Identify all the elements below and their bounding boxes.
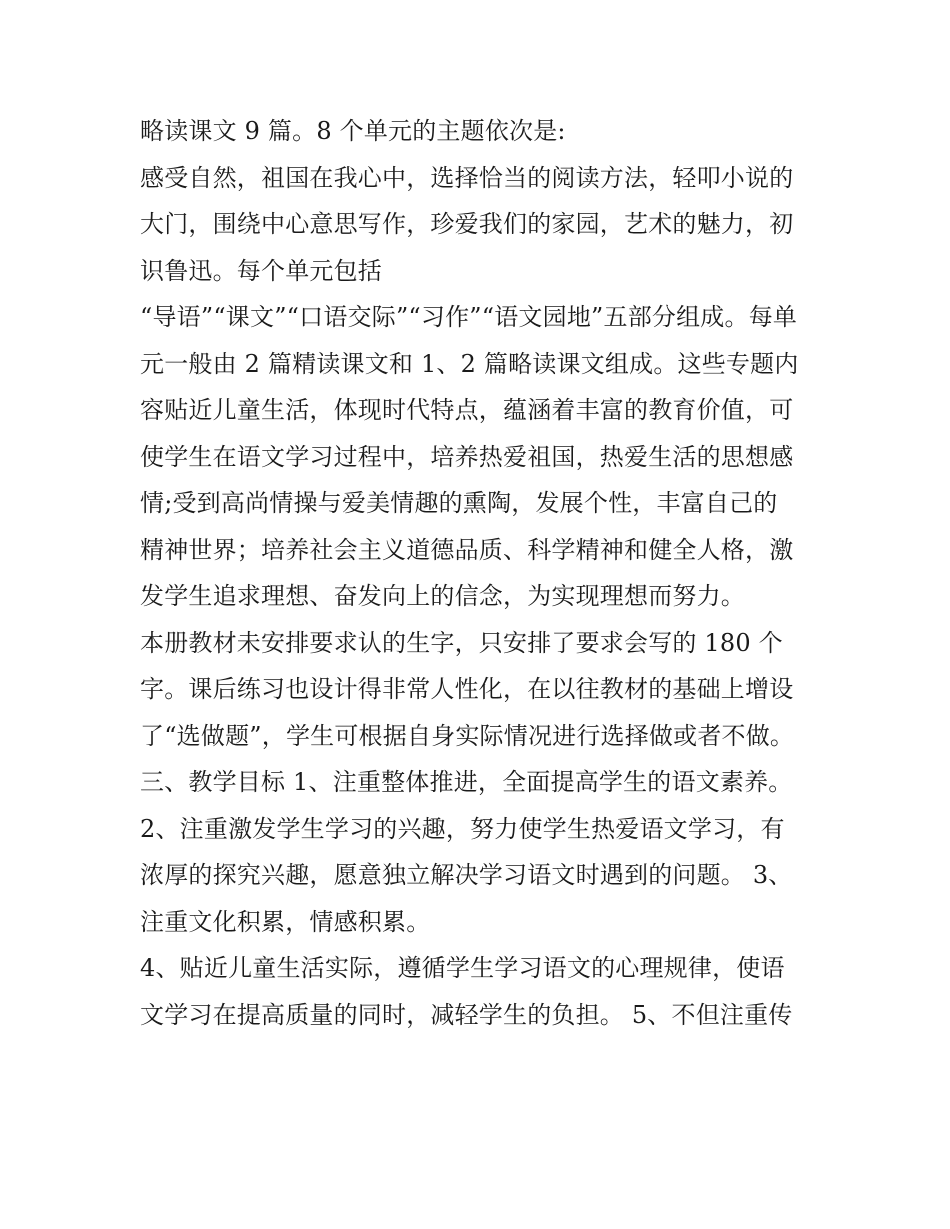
text-line: 发学生追求理想、奋发向上的信念，为实现理想而努力。 bbox=[140, 582, 745, 610]
text-line: 识鲁迅。每个单元包括 bbox=[140, 256, 382, 285]
text-line: 本册教材未安排要求认的生字，只安排了要求会写的 180 个 bbox=[140, 628, 783, 657]
text-line: 浓厚的探究兴趣，愿意独立解决学习语文时遇到的问题。 3、 bbox=[140, 861, 793, 889]
text-line: 2、注重激发学生学习的兴趣，努力使学生热爱语文学习，有 bbox=[140, 814, 785, 843]
text-line: 情;受到高尚情操与爱美情趣的熏陶，发展个性，丰富自己的 bbox=[140, 489, 778, 517]
text-line: 元一般由 2 篇精读课文和 1、2 篇略读课文组成。这些专题内 bbox=[140, 349, 799, 378]
text-line: 了“选做题”，学生可根据自身实际情况进行选择做或者不做。 bbox=[140, 721, 795, 750]
text-line: 大门，围绕中心意思写作，珍爱我们的家园，艺术的魅力，初 bbox=[140, 210, 794, 238]
text-line: 使学生在语文学习过程中，培养热爱祖国，热爱生活的思想感 bbox=[140, 442, 794, 471]
text-line: 容贴近儿童生活，体现时代特点，蕴涵着丰富的教育价值，可 bbox=[140, 396, 794, 424]
text-line: 字。课后练习也设计得非常人性化，在以往教材的基础上增设 bbox=[140, 675, 794, 703]
text-line: 感受自然，祖国在我心中，选择恰当的阅读方法，轻叩小说的 bbox=[140, 163, 794, 192]
document-body bbox=[140, 108, 820, 1038]
text-line: 三、教学目标 1、注重整体推进，全面提高学生的语文素养。 bbox=[140, 768, 793, 796]
text-line: “导语”“课文”“口语交际”“习作”“语文园地”五部分组成。每单 bbox=[140, 303, 798, 331]
text-line: 4、贴近儿童生活实际，遵循学生学习语文的心理规律，使语 bbox=[140, 954, 785, 982]
text-line: 注重文化积累，情感积累。 bbox=[140, 907, 431, 936]
text-line: 文学习在提高质量的同时，减轻学生的负担。 5、不但注重传 bbox=[140, 1000, 793, 1029]
text-line: 精神世界；培养社会主义道德品质、科学精神和健全人格，激 bbox=[140, 535, 794, 564]
text-line: 略读课文 9 篇。8 个单元的主题依次是: bbox=[140, 117, 566, 145]
